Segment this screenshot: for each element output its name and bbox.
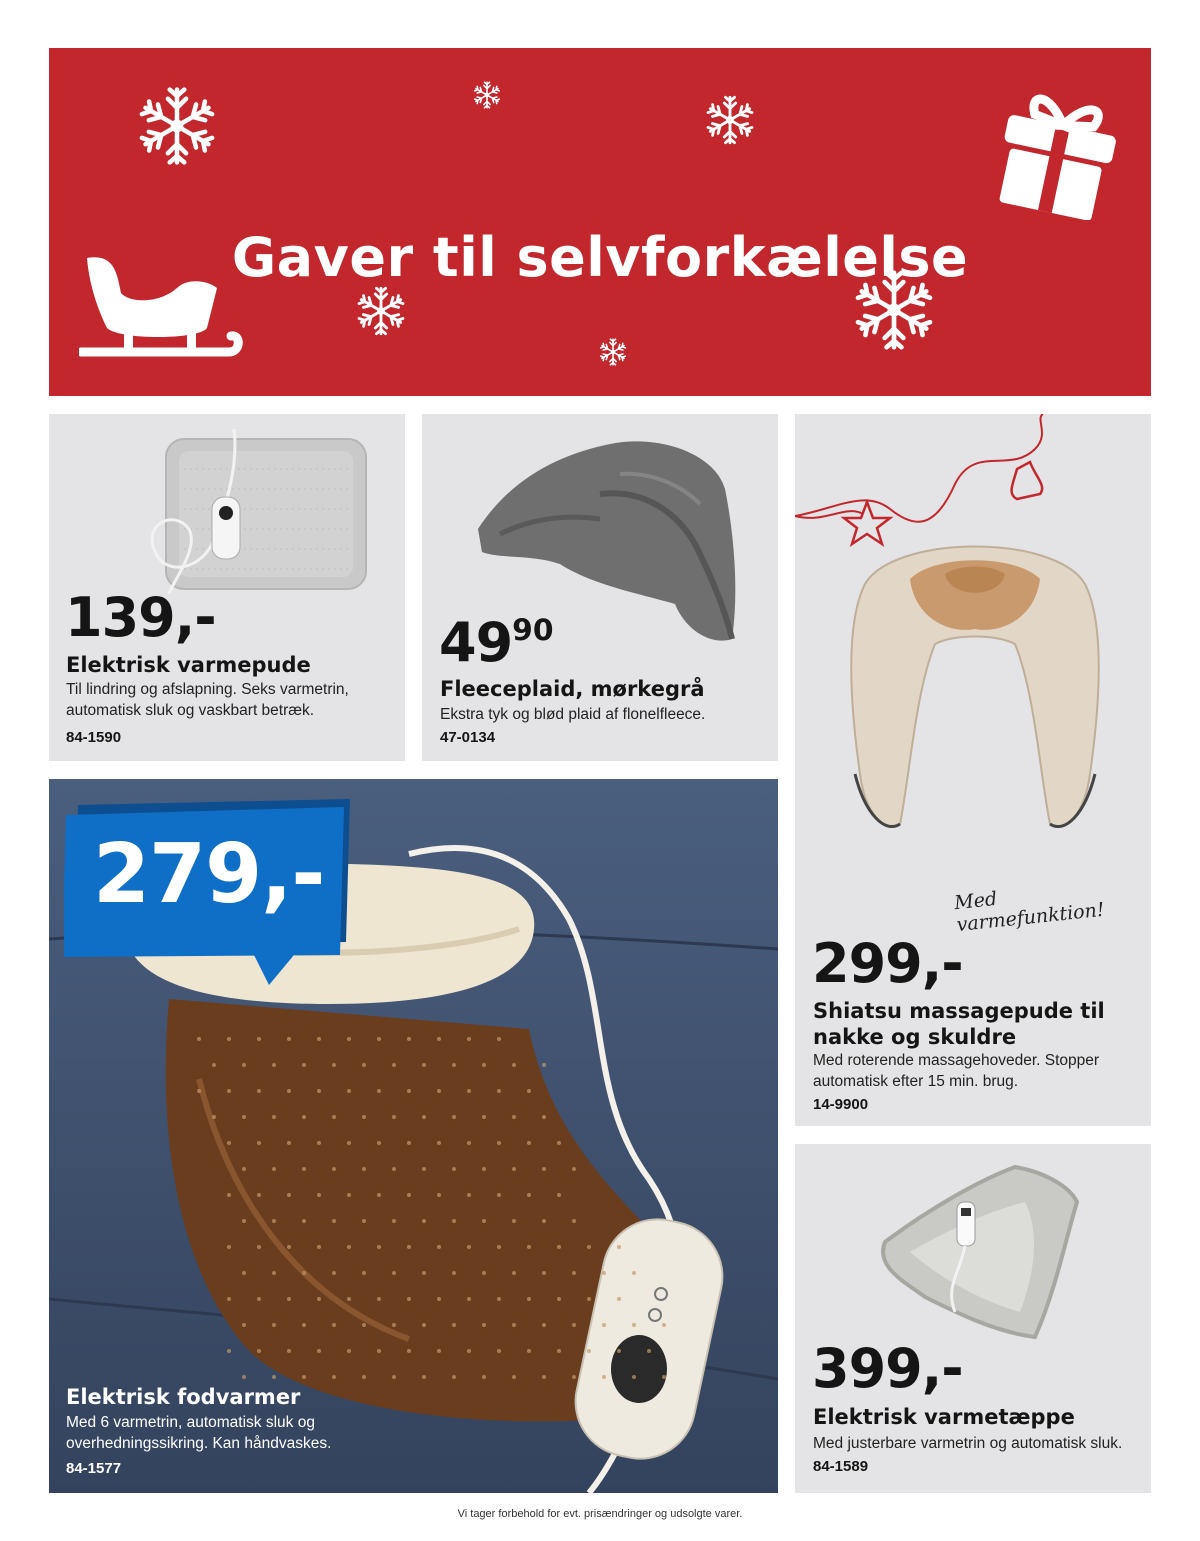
product-name: Shiatsu massagepude til nakke og skuldre (813, 999, 1105, 1049)
snowflake-icon (473, 81, 501, 109)
product-price: 399,- (812, 1337, 963, 1400)
product-card-shiatsu-massager[interactable] (795, 414, 1151, 1126)
product-tagline: Med varmefunktion! (953, 887, 1106, 937)
product-card-foot-warmer[interactable] (49, 779, 778, 1493)
product-card-heated-blanket[interactable] (795, 1144, 1151, 1493)
gift-icon (984, 70, 1134, 220)
product-code: 84-1590 (66, 729, 122, 746)
product-description: Med justerbare varmetrin og automatisk sluk. (813, 1435, 1123, 1452)
product-name: Fleeceplaid, mørkegrå (440, 677, 705, 701)
product-card-fleece-blanket[interactable] (422, 414, 778, 761)
shiatsu-massager-image (835, 524, 1115, 854)
heated-blanket-image (865, 1162, 1085, 1347)
product-code: 14-9900 (813, 1096, 869, 1113)
product-price: $49^{90}$ (439, 611, 554, 674)
product-code: 47-0134 (440, 729, 496, 746)
product-name: Elektrisk fodvarmer (66, 1385, 301, 1409)
snowflake-icon (356, 286, 406, 336)
product-price: 299,- (812, 932, 963, 995)
snowflake-icon (599, 338, 627, 366)
product-description: Med 6 varmetrin, automatisk sluk og overhedningssikring. Kan håndvaskes. (66, 1414, 332, 1452)
product-description: Med roterende massagehoveder. Stopper automatisk efter 15 min. brug. (813, 1052, 1100, 1090)
product-card-heating-pad[interactable] (49, 414, 405, 761)
page-title: Gaver til selvforkælelse (231, 226, 969, 289)
product-name: Elektrisk varmetæppe (813, 1405, 1075, 1429)
snowflake-icon (137, 86, 217, 166)
product-price: 139,- (65, 586, 216, 649)
product-description: Til lindring og afslapning. Seks varmetrin, automatisk sluk og vaskbart betræk. (66, 681, 349, 719)
product-description: Ekstra tyk og blød plaid af flonelfleece. (440, 706, 706, 723)
snowflake-icon (705, 95, 755, 145)
header-banner (49, 48, 1151, 396)
product-code: 84-1589 (813, 1458, 869, 1475)
product-code: 84-1577 (66, 1460, 122, 1477)
heating-pad-image (144, 429, 374, 594)
product-name: Elektrisk varmepude (66, 653, 311, 677)
product-price: 279,- (93, 827, 325, 922)
footer-disclaimer: Vi tager forbehold for evt. prisændringer og udsolgte varer. (457, 1508, 743, 1520)
